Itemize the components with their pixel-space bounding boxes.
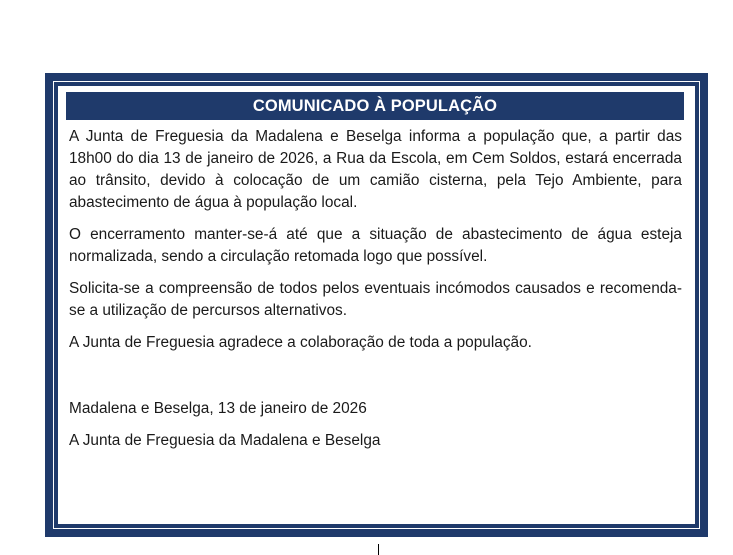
paragraph-closure-duration: O encerramento manter-se-á até que a situação de abastecimento de água esteja normalizada, sendo a circulação retomada logo que possível. xyxy=(69,226,682,265)
paragraph-apology: Solicita-se a compreensão de todos pelos eventuais incómodos causados e recomenda-se a utilização de percursos alternativos. xyxy=(69,280,682,319)
notice-panel xyxy=(58,86,695,524)
notice-body xyxy=(69,126,682,462)
paragraph-announcement: A Junta de Freguesia da Madalena e Beselga informa a população que, a partir das 18h00 do dia 13 de janeiro de 2026, a Rua da Escola, em Cem Soldos, estará encerrada ao trânsito, devido à colocação de um camião cisterna, pela Tejo Ambiente, para abastecimento de água à população local. xyxy=(69,128,682,211)
spacer xyxy=(69,364,682,398)
signature: A Junta de Freguesia da Madalena e Beselga xyxy=(69,432,381,449)
paragraph-thanks: A Junta de Freguesia agradece a colaboração de toda a população. xyxy=(69,334,532,351)
text-cursor xyxy=(378,544,379,555)
place-date: Madalena e Beselga, 13 de janeiro de 2026 xyxy=(69,400,367,417)
notice-frame xyxy=(45,73,708,537)
notice-title: COMUNICADO À POPULAÇÃO xyxy=(66,92,684,120)
